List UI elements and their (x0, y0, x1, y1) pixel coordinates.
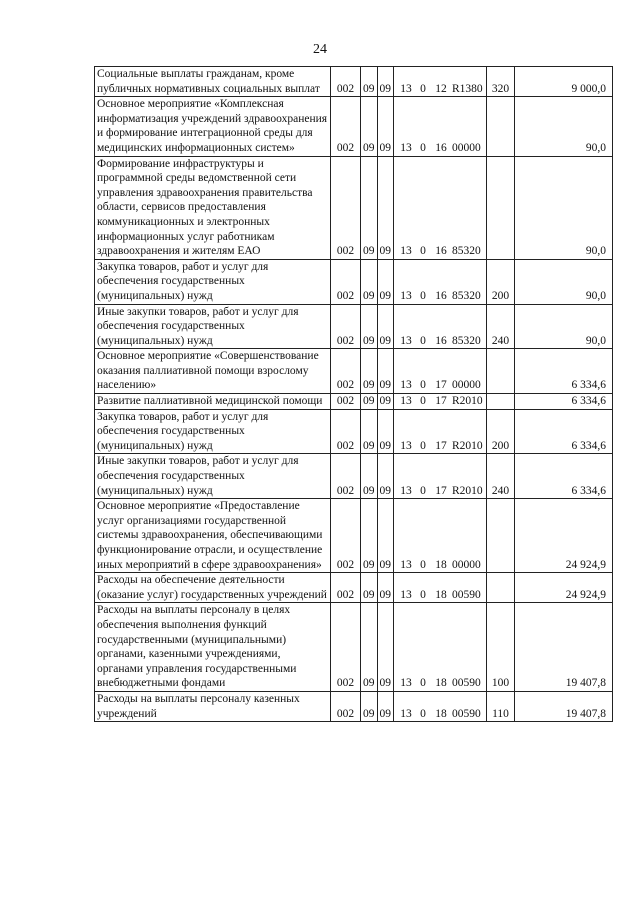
target-article-part: 0 (420, 82, 426, 95)
table-row (95, 499, 613, 573)
target-article-part: 00000 (452, 558, 481, 571)
target-article-part: 85320 (452, 245, 481, 258)
target-article-part: 0 (420, 289, 426, 302)
target-article-part: 12 (435, 82, 447, 95)
rz-cell: 09 (361, 259, 378, 304)
rz-cell: 09 (361, 691, 378, 721)
ved-cell: 002 (331, 454, 361, 499)
target-article-part: 13 (400, 141, 412, 154)
rz-cell: 09 (361, 409, 378, 454)
target-article-part: 18 (435, 558, 447, 571)
rz-cell: 09 (361, 499, 378, 573)
target-article-part: 18 (435, 707, 447, 720)
expense-name-cell: Основное мероприятие «Комплексная информатизация учреждений здравоохранения и формирование интеграционной среды для медицинских информационных систем» (95, 97, 331, 156)
target-article-part: 16 (435, 245, 447, 258)
pr-cell: 09 (377, 691, 394, 721)
vr-cell (487, 573, 515, 603)
sum-cell: 24 924,9 (515, 499, 613, 573)
ved-cell: 002 (331, 67, 361, 97)
target-article-part: 0 (420, 334, 426, 347)
target-article-cell (394, 409, 487, 454)
vr-cell: 100 (487, 603, 515, 692)
ved-cell: 002 (331, 349, 361, 394)
target-article-cell (394, 349, 487, 394)
target-article-part: 13 (400, 588, 412, 601)
ved-cell: 002 (331, 97, 361, 156)
table-row (95, 691, 613, 721)
target-article-part: 85320 (452, 289, 481, 302)
target-article-part: 13 (400, 707, 412, 720)
rz-cell: 09 (361, 573, 378, 603)
expense-name-cell: Формирование инфраструктуры и программной среды ведомственной сети управления здравоохранения правительства области, сервисов предоставления коммуникационных и электронных информационных услуг работникам здравоохранения и жителям ЕАО (95, 156, 331, 259)
sum-cell: 6 334,6 (515, 349, 613, 394)
target-article-cell (394, 394, 487, 410)
vr-cell (487, 156, 515, 259)
table-row (95, 409, 613, 454)
pr-cell: 09 (377, 499, 394, 573)
target-article-part: R2010 (452, 439, 483, 452)
target-article-part: 13 (400, 558, 412, 571)
target-article-cell (394, 603, 487, 692)
table-row (95, 349, 613, 394)
target-article-cell (394, 304, 487, 349)
ved-cell: 002 (331, 499, 361, 573)
target-article-cell (394, 259, 487, 304)
pr-cell: 09 (377, 394, 394, 410)
target-article-part: 0 (420, 558, 426, 571)
target-article-part: 13 (400, 379, 412, 392)
expense-name-cell: Иные закупки товаров, работ и услуг для обеспечения государственных (муниципальных) нужд (95, 304, 331, 349)
target-article-part: 13 (400, 395, 412, 408)
ved-cell: 002 (331, 156, 361, 259)
target-article-cell (394, 156, 487, 259)
sum-cell: 19 407,8 (515, 603, 613, 692)
target-article-part: 0 (420, 588, 426, 601)
target-article-part: 13 (400, 82, 412, 95)
table-row (95, 156, 613, 259)
target-article-part: 00000 (452, 141, 481, 154)
expense-name-cell: Социальные выплаты гражданам, кроме публичных нормативных социальных выплат (95, 67, 331, 97)
target-article-part: 0 (420, 379, 426, 392)
target-article-part: 17 (435, 484, 447, 497)
target-article-part: 18 (435, 677, 447, 690)
target-article-part: 00590 (452, 677, 481, 690)
target-article-part: R2010 (452, 484, 483, 497)
vr-cell (487, 97, 515, 156)
sum-cell: 6 334,6 (515, 409, 613, 454)
sum-cell: 90,0 (515, 97, 613, 156)
target-article-cell (394, 97, 487, 156)
sum-cell: 24 924,9 (515, 573, 613, 603)
target-article-part: 16 (435, 289, 447, 302)
pr-cell: 09 (377, 259, 394, 304)
sum-cell: 90,0 (515, 304, 613, 349)
sum-cell: 9 000,0 (515, 67, 613, 97)
expense-name-cell: Основное мероприятие «Предоставление услуг организациями государственной системы здравоохранения, обеспечивающими функционирование отрасли, и осуществление иных мероприятий в сфере здравоохранения» (95, 499, 331, 573)
target-article-part: 00590 (452, 588, 481, 601)
pr-cell: 09 (377, 304, 394, 349)
vr-cell: 240 (487, 454, 515, 499)
rz-cell: 09 (361, 603, 378, 692)
vr-cell: 110 (487, 691, 515, 721)
ved-cell: 002 (331, 304, 361, 349)
pr-cell: 09 (377, 156, 394, 259)
target-article-part: 00590 (452, 707, 481, 720)
expense-name-cell: Расходы на выплаты персоналу в целях обеспечения выполнения функций государственными (муниципальными) органами, казенными учреждениями, органами управления государственными внебюджетными фондами (95, 603, 331, 692)
pr-cell: 09 (377, 349, 394, 394)
expense-name-cell: Расходы на выплаты персоналу казенных учреждений (95, 691, 331, 721)
expense-name-cell: Закупка товаров, работ и услуг для обеспечения государственных (муниципальных) нужд (95, 259, 331, 304)
target-article-part: 0 (420, 439, 426, 452)
ved-cell: 002 (331, 409, 361, 454)
sum-cell: 19 407,8 (515, 691, 613, 721)
table-row (95, 454, 613, 499)
pr-cell: 09 (377, 97, 394, 156)
pr-cell: 09 (377, 573, 394, 603)
vr-cell (487, 349, 515, 394)
table-row (95, 97, 613, 156)
target-article-part: 16 (435, 141, 447, 154)
table-row (95, 573, 613, 603)
vr-cell (487, 394, 515, 410)
pr-cell: 09 (377, 409, 394, 454)
vr-cell: 240 (487, 304, 515, 349)
expense-name-cell: Основное мероприятие «Совершенствование оказания паллиативной помощи взрослому населению» (95, 349, 331, 394)
target-article-cell (394, 573, 487, 603)
table-row (95, 394, 613, 410)
expense-name-cell: Развитие паллиативной медицинской помощи (95, 394, 331, 410)
target-article-part: 17 (435, 379, 447, 392)
target-article-part: 13 (400, 334, 412, 347)
rz-cell: 09 (361, 394, 378, 410)
target-article-part: 13 (400, 439, 412, 452)
target-article-part: 13 (400, 245, 412, 258)
target-article-part: 13 (400, 289, 412, 302)
target-article-part: 17 (435, 395, 447, 408)
pr-cell: 09 (377, 454, 394, 499)
rz-cell: 09 (361, 67, 378, 97)
target-article-part: 85320 (452, 334, 481, 347)
sum-cell: 90,0 (515, 156, 613, 259)
page-number: 24 (313, 42, 327, 57)
table-row (95, 259, 613, 304)
expense-name-cell: Расходы на обеспечение деятельности (оказание услуг) государственных учреждений (95, 573, 331, 603)
target-article-cell (394, 454, 487, 499)
pr-cell: 09 (377, 67, 394, 97)
target-article-part: 18 (435, 588, 447, 601)
sum-cell: 90,0 (515, 259, 613, 304)
rz-cell: 09 (361, 304, 378, 349)
target-article-part: 0 (420, 707, 426, 720)
table-row (95, 304, 613, 349)
target-article-part: R2010 (452, 395, 483, 408)
budget-rows (95, 67, 613, 722)
target-article-part: 0 (420, 395, 426, 408)
expense-name-cell: Иные закупки товаров, работ и услуг для обеспечения государственных (муниципальных) нужд (95, 454, 331, 499)
expense-name-cell: Закупка товаров, работ и услуг для обеспечения государственных (муниципальных) нужд (95, 409, 331, 454)
target-article-part: 13 (400, 677, 412, 690)
ved-cell: 002 (331, 394, 361, 410)
vr-cell: 320 (487, 67, 515, 97)
target-article-part: 16 (435, 334, 447, 347)
vr-cell: 200 (487, 259, 515, 304)
target-article-part: 0 (420, 141, 426, 154)
ved-cell: 002 (331, 691, 361, 721)
rz-cell: 09 (361, 156, 378, 259)
target-article-part: 13 (400, 484, 412, 497)
vr-cell (487, 499, 515, 573)
target-article-cell (394, 67, 487, 97)
target-article-part: 00000 (452, 379, 481, 392)
sum-cell: 6 334,6 (515, 454, 613, 499)
rz-cell: 09 (361, 454, 378, 499)
pr-cell: 09 (377, 603, 394, 692)
target-article-cell (394, 691, 487, 721)
rz-cell: 09 (361, 349, 378, 394)
ved-cell: 002 (331, 573, 361, 603)
table-row (95, 67, 613, 97)
target-article-part: R1380 (452, 82, 483, 95)
target-article-part: 0 (420, 677, 426, 690)
budget-table (94, 66, 613, 722)
target-article-part: 17 (435, 439, 447, 452)
target-article-part: 0 (420, 245, 426, 258)
target-article-cell (394, 499, 487, 573)
ved-cell: 002 (331, 259, 361, 304)
vr-cell: 200 (487, 409, 515, 454)
sum-cell: 6 334,6 (515, 394, 613, 410)
table-row (95, 603, 613, 692)
rz-cell: 09 (361, 97, 378, 156)
target-article-part: 0 (420, 484, 426, 497)
ved-cell: 002 (331, 603, 361, 692)
